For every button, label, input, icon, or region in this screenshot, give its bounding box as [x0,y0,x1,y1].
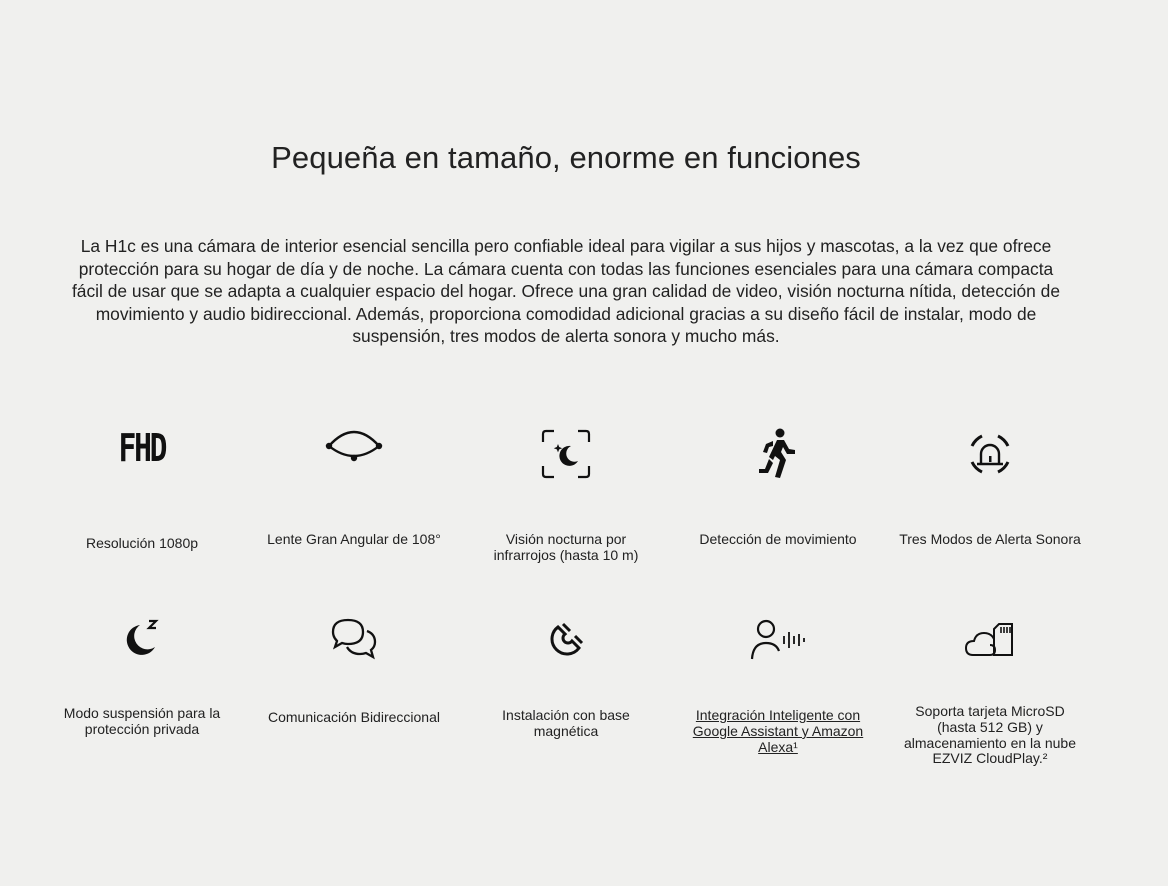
feature-label: Lente Gran Angular de 108° [267,531,441,547]
magnet-icon [536,610,596,670]
feature-two-way-communication [248,600,460,790]
feature-alert-modes [884,410,1096,600]
feature-label: Resolución 1080p [85,535,199,551]
features-grid [36,410,1096,790]
fhd-icon [112,418,172,478]
alarm-siren-icon [960,424,1020,484]
feature-sleep-mode [36,600,248,790]
fhd-icon-text: FHD [118,426,166,470]
feature-label: Tres Modos de Alerta Sonora [899,531,1081,547]
feature-label: Visión nocturna por infrarrojos (hasta 10 m) [493,531,639,563]
feature-label: Detección de movimiento [699,531,857,547]
integration-link[interactable]: Integración Inteligente con Google Assistant y Amazon Alexa¹ [692,707,864,755]
feature-night-vision [460,410,672,600]
feature-label: Modo suspensión para la protección privada [63,705,221,737]
cloud-sd-card-icon [960,610,1020,670]
feature-storage [884,600,1096,790]
feature-motion-detection [672,410,884,600]
two-way-chat-icon [324,610,384,670]
feature-label: Instalación con base magnética [502,707,630,739]
section-title: Pequeña en tamaño, enorme en funciones [271,140,861,175]
feature-resolution [36,410,248,600]
features-row-1 [36,410,1096,600]
feature-wide-angle [248,410,460,600]
features-row-2 [36,600,1096,790]
feature-label: Soporta tarjeta MicroSD (hasta 512 GB) y almacenamiento en la nube EZVIZ CloudPlay.² [903,703,1076,767]
feature-label: Comunicación Bidireccional [268,709,440,725]
feature-magnetic-base [460,600,672,790]
wide-angle-lens-icon [324,420,384,480]
sleep-mode-icon [112,610,172,670]
night-vision-icon [536,424,596,484]
feature-smart-integration [672,600,884,790]
motion-detection-icon [748,424,808,484]
section-description: La H1c es una cámara de interior esencial sencilla pero confiable ideal para vigilar a sus hijos y mascotas, a la vez que ofrece protección para su hogar de día y de noche. La cámara cuenta con todas las funciones esenciales para una cámara compacta fácil de usar que se adapta a cualquier espacio del hogar. Ofrece una gran calidad de video, visión nocturna nítida, detección de movimiento y audio bidireccional. Además, proporciona comodidad adicional gracias a su diseño fácil de instalar, modo de suspensión, tres modos de alerta sonora y mucho más. [71,236,1061,346]
voice-assistant-icon [748,610,808,670]
